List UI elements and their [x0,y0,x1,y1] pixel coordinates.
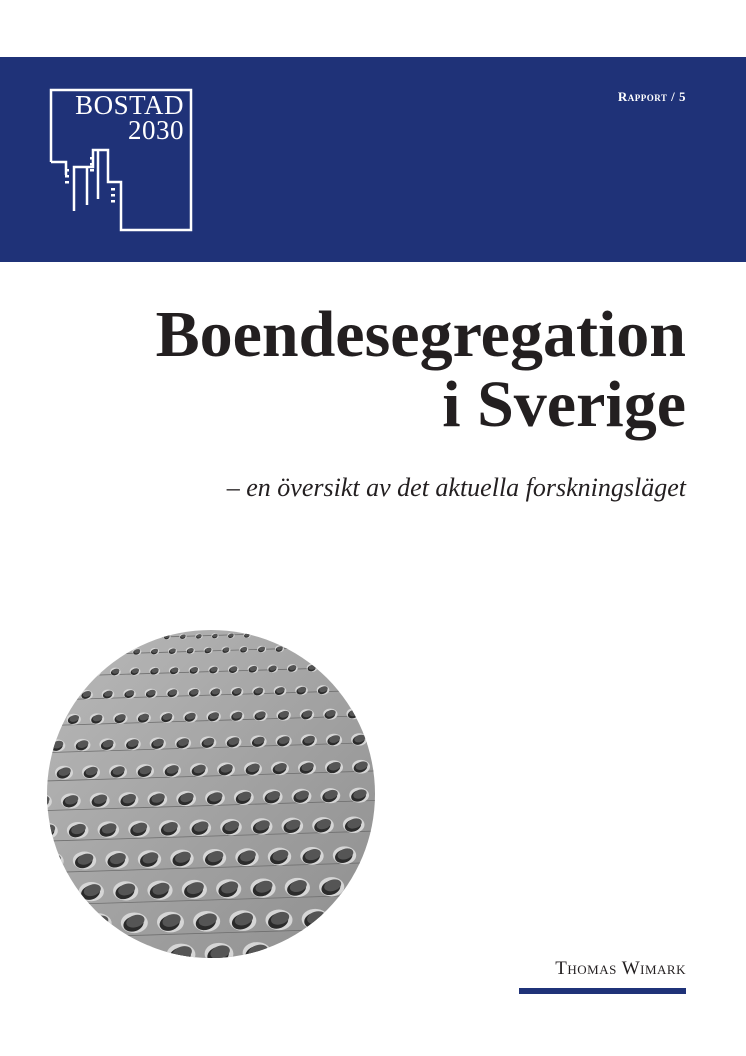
building-facade-image [47,630,375,958]
bostad-2030-logo [48,87,194,233]
author-name: Thomas Wimark [555,958,686,979]
logo-line-2: 2030 [128,115,184,145]
logo-wordmark [75,90,184,145]
author-underline [519,988,686,994]
logo-line-1: BOSTAD [75,90,184,120]
title-line-1: Boendesegregation [155,298,686,371]
report-title [6,300,686,440]
cover-photo [47,630,375,958]
title-line-2: i Sverige [442,368,686,441]
series-label: Rapport / 5 [617,89,686,104]
report-subtitle: – en översikt av det aktuella forskningsläget [226,473,686,502]
